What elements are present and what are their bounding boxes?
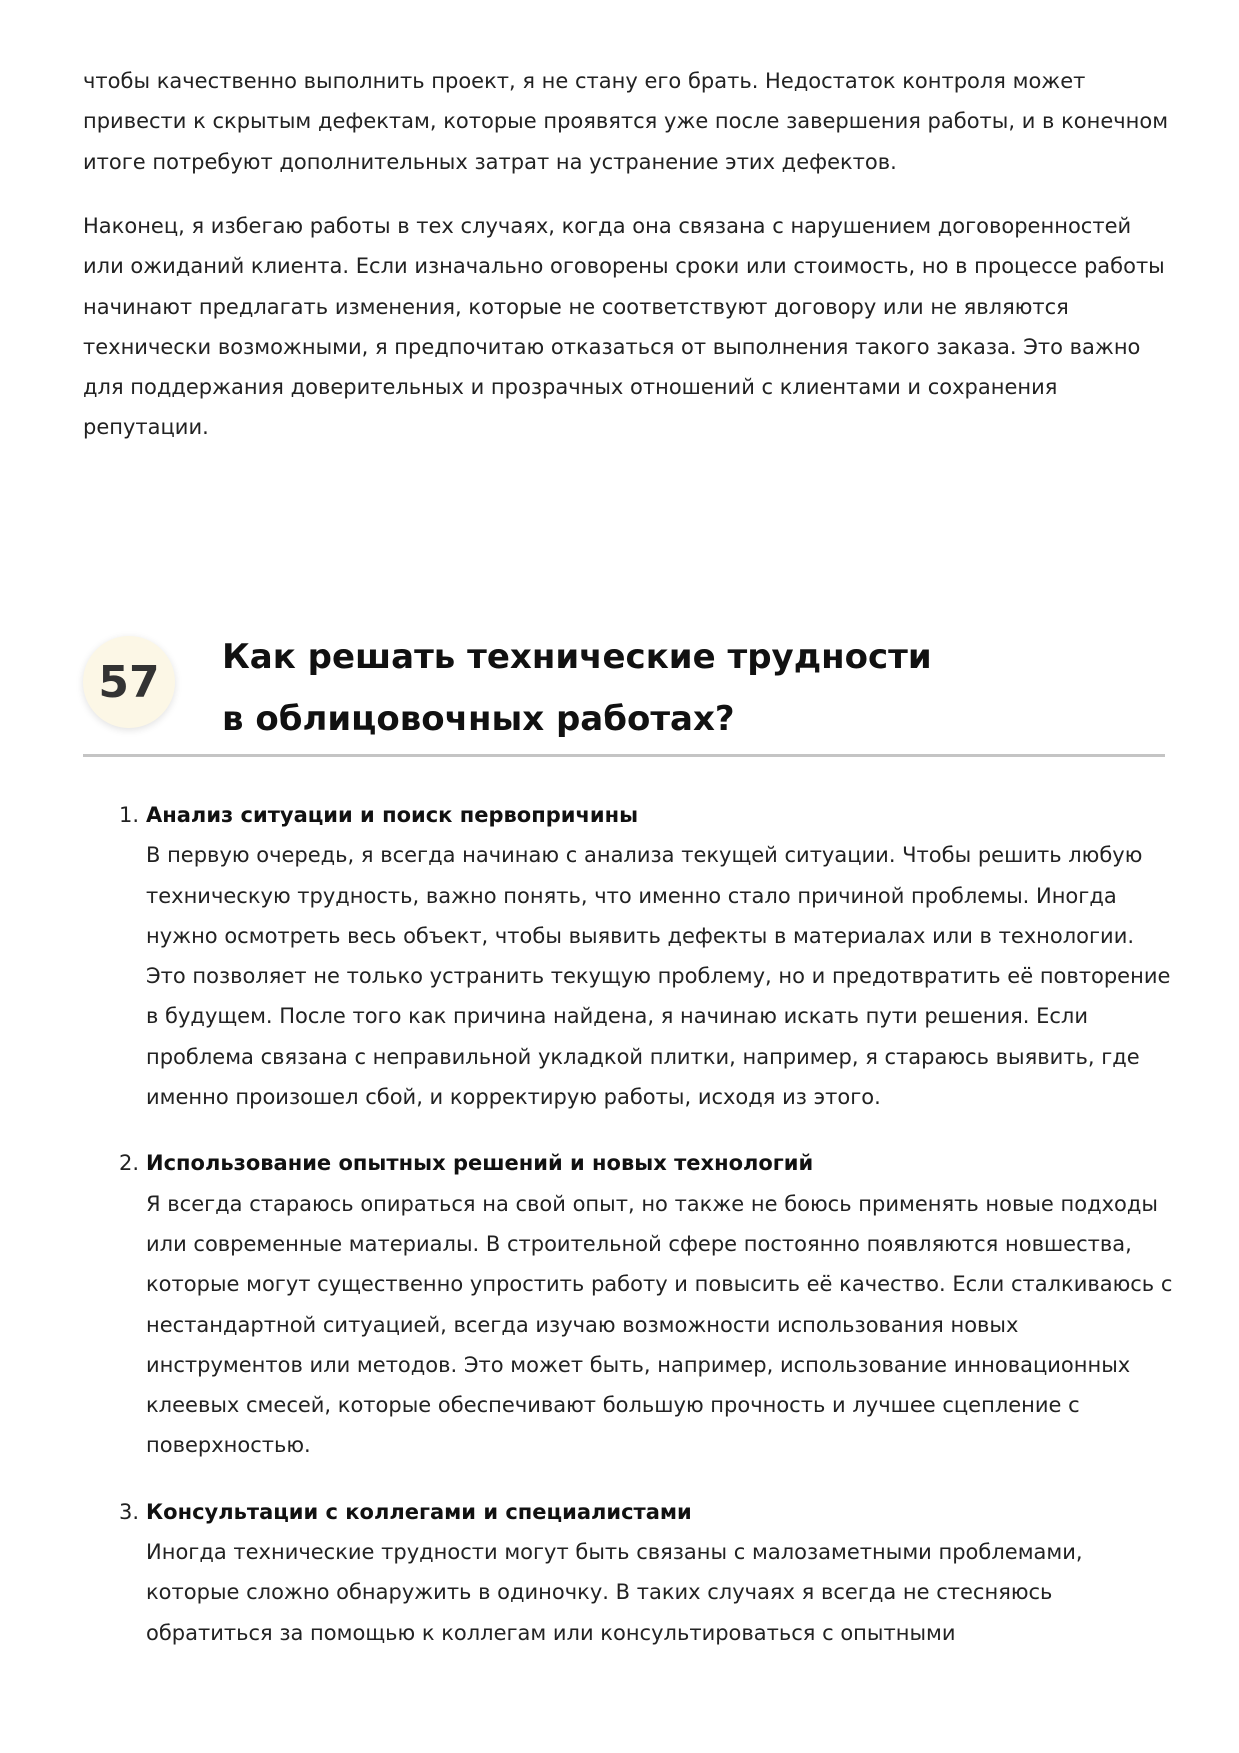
item-number: 1. <box>119 803 140 827</box>
section-header <box>83 628 1165 757</box>
list-item <box>119 1143 1176 1465</box>
list-item <box>119 795 1176 1117</box>
item-title: Использование опытных решений и новых технологий <box>146 1151 814 1176</box>
item-text: Я всегда стараюсь опираться на свой опыт, но также не боюсь применять новые подходы или современные материалы. В строительной сфере постоянно появляются новшества, которые могут существенно упростить работу и повысить её качество. Если сталкиваюсь с нестандартной ситуацией, всегда изучаю возможности использования новых инструментов или методов. Это может быть, например, использование инновационных клеевых смесей, которые обеспечивают большую прочность и лучшее сцепление с поверхностью. <box>146 1191 1173 1458</box>
item-text: Иногда технические трудности могут быть связаны с малозаметными проблемами, которые сложно обнаружить в одиночку. В таких случаях я всегда не стесняюсь обратиться за помощью к коллегам или консультироваться с опытными <box>146 1540 1083 1645</box>
section-title: Как решать технические трудности в облицовочных работах? <box>222 637 932 739</box>
item-title: Анализ ситуации и поиск первопричины <box>146 803 639 827</box>
item-number: 2. <box>119 1151 140 1176</box>
section-number-badge: 57 <box>83 636 175 728</box>
paragraph: чтобы качественно выполнить проект, я не стану его брать. Недостаток контроля может привести к скрытым дефектам, которые проявятся уже после завершения работы, и в конечном итоге потребуют дополнительных затрат на устранение этих дефектов. <box>83 69 1169 174</box>
numbered-list <box>119 795 1176 1679</box>
item-title: Консультации с коллегами и специалистами <box>146 1499 692 1524</box>
item-number: 3. <box>119 1499 140 1524</box>
item-text: В первую очередь, я всегда начинаю с анализа текущей ситуации. Чтобы решить любую техническую трудность, важно понять, что именно стало причиной проблемы. Иногда нужно осмотреть весь объект, чтобы выявить дефекты в материалах или в технологии. Это позволяет не только устранить текущую проблему, но и предотвратить её повторение в будущем. После того как причина найдена, я начинаю искать пути решения. Если проблема связана с неправильной укладкой плитки, например, я стараюсь выявить, где именно произошел сбой, и корректирую работы, исходя из этого. <box>146 843 1171 1110</box>
list-item <box>119 1492 1176 1653</box>
paragraph: Наконец, я избегаю работы в тех случаях, когда она связана с нарушением договоренностей или ожиданий клиента. Если изначально оговорены сроки или стоимость, но в процессе работы начинают предлагать изменения, которые не соответствуют договору или не являются технически возможными, я предпочитаю отказаться от выполнения такого заказа. Это важно для поддержания доверительных и прозрачных отношений с клиентами и сохранения репутации. <box>83 214 1165 440</box>
